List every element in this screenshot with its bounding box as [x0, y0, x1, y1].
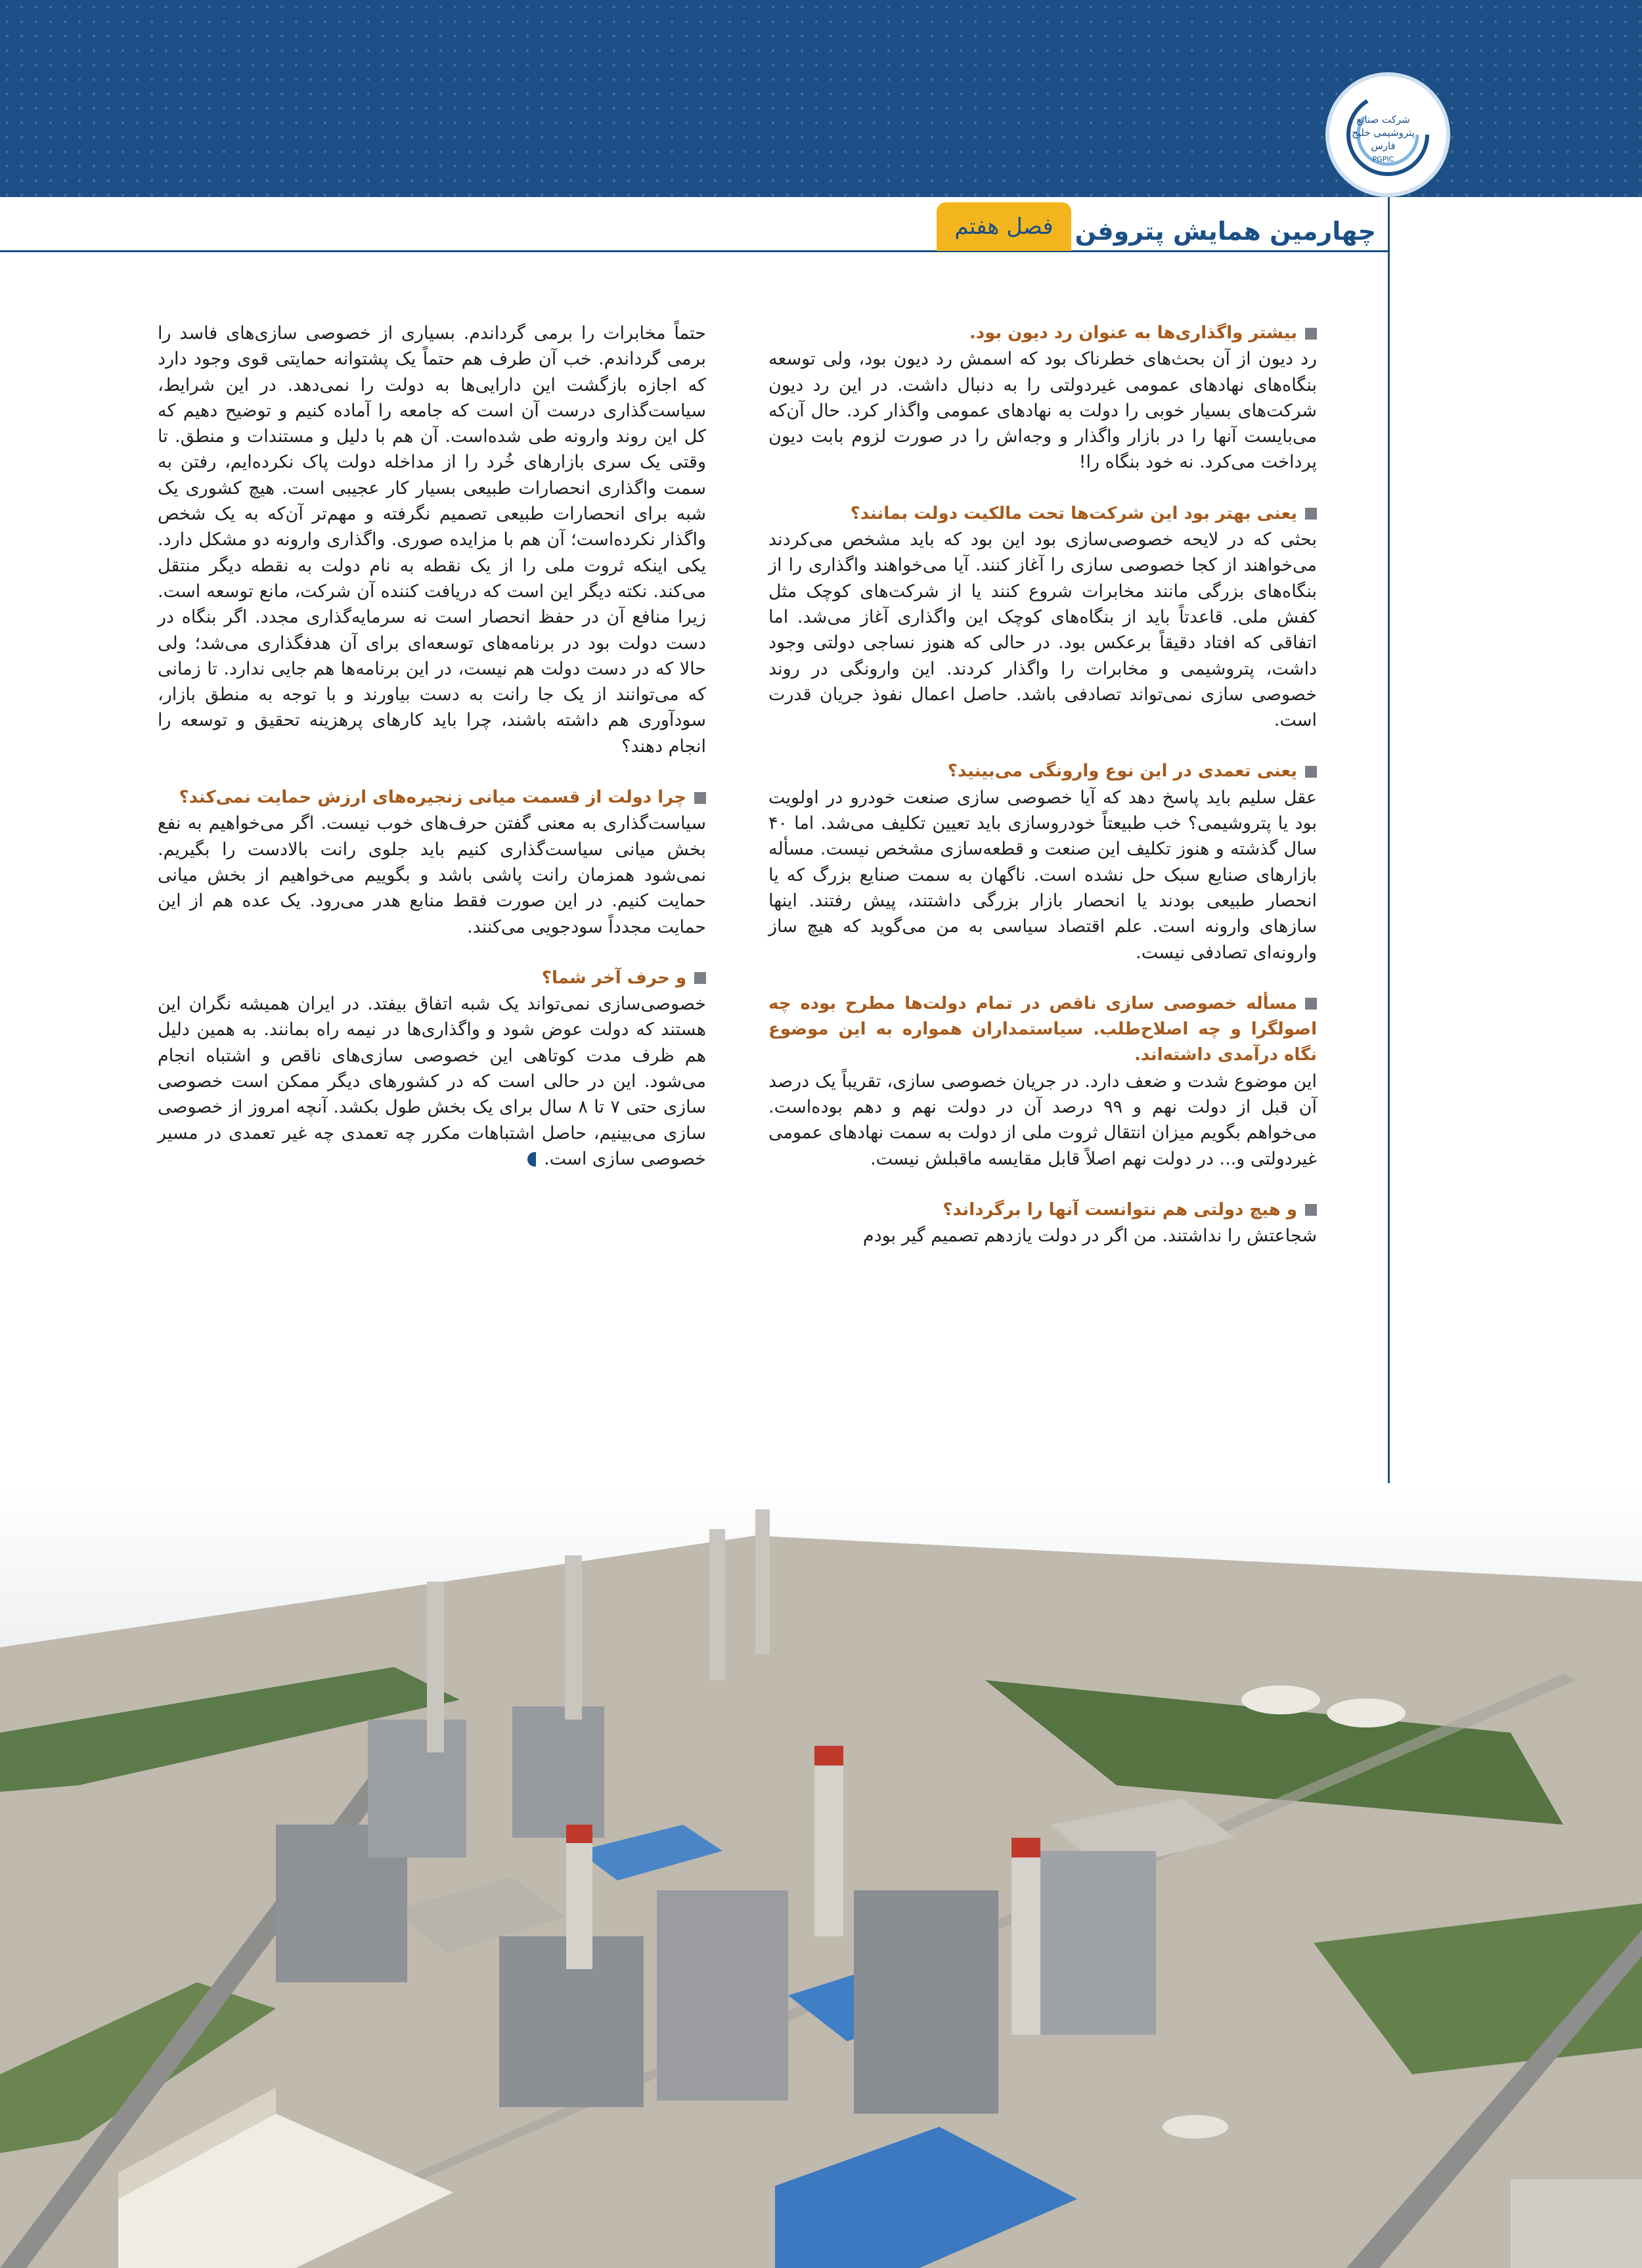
- question-3: یعنی تعمدی در این نوع وارونگی می‌بینید؟: [768, 759, 1317, 784]
- square-bullet-icon: [1305, 998, 1317, 1010]
- article-end-icon: [527, 1152, 536, 1167]
- answer-5: شجاعتش را نداشتند. من اگر در دولت یازدهم تصمیم گیر بودم: [862, 1226, 1317, 1247]
- answer-4: این موضوع شدت و ضعف دارد. در جریان خصوصی سازی، تقریباً یک درصد آن قبل از دولت نهم و ۹۹ درصد آن در دولت نهم و دهم بوده‌است. می‌خواهم بگویم میزان انتقال ثروت ملی از دولت به سمت نهادهای عمومی غیردولتی و... در دولت نهم اصلاً قابل مقایسه ماقبلش نیست.: [768, 1071, 1317, 1169]
- square-bullet-icon: [1305, 1204, 1317, 1216]
- answer-6: سیاست‌گذاری به معنی گفتن حرف‌های خوب نیست. اگر می‌خواهیم به نفع بخش میانی سیاست‌گذاری کنیم باید جلوی رانت بالادست را بگیریم. نمی‌شود همزمان رانت پاشی باشد و بگوییم می‌خواهیم از بخش میانی حمایت کنیم. در این صورت فقط منابع هدر می‌رود. یک عده هم از این حمایت مجدداً سودجویی می‌کنند.: [158, 813, 706, 937]
- question-5: و هیچ دولتی هم نتوانست آنها را برگرداند؟: [768, 1197, 1317, 1223]
- power-plant-photo: [0, 1483, 1642, 2268]
- answer-7: خصوصی‌سازی نمی‌تواند یک شبه اتفاق بیفتد. در ایران همیشه نگران این هستند که دولت عوض شود و واگذاری‌ها در نیمه راه بمانند. به همین دلیل هم ظرف مدت کوتاهی این خصوصی سازی‌های ناقص و اشتباه انجام می‌شود. این در حالی است که در کشورهای دیگر ممکن است خصوصی سازی حتی ۷ تا ۸ سال برای یک بخش طول بکشد. آنچه امروز از خصوصی سازی می‌بینیم، حاصل اشتباهات مکرر چه تعمدی چه غیر تعمدی در مسیر خصوصی سازی است.: [158, 994, 706, 1169]
- question-6: چرا دولت از قسمت میانی زنجیره‌های ارزش حمایت نمی‌کند؟: [158, 785, 706, 811]
- answer-1: رد دیون از آن بحث‌های خطرناک بود که اسمش رد دیون بود، ولی توسعه بنگاه‌های نهادهای عمومی غیردولتی را به دنبال داشت. در این رد دیون شرکت‌های بسیار خوبی را دولت به نهادهای عمومی واگذار کرد. حال آن‌که می‌بایست آنها را در بازار واگذار و وجه‌اش را در صورت لزوم بابت دیون پرداخت می‌کرد. نه خود بنگاه را!: [768, 349, 1317, 473]
- answer-5-continued: حتماً مخابرات را برمی گرداندم. بسیاری از خصوصی سازی‌های فاسد را برمی گرداندم. خب آن طرف هم حتماً یک پشتوانه حمایتی قوی وجود دارد که اجازه بازگشت این دارایی‌ها به دولت را نمی‌دهد. در این شرایط، سیاست‌گذاری درست آن است که جامعه را آماده کنیم و توضیح دهیم که کل این روند وارونه طی شده‌است. آن هم با دلیل و مستندات و منطق. تا وقتی یک سری بازارهای خُرد را از مداخله دولت پاک نکرده‌ایم، رفتن به سمت واگذاری انحصارات طبیعی بسیار کار عجیبی است. هیچ کشوری یک شبه برای انحصارات طبیعی تصمیم نگرفته و مهم‌تر آن‌که به یک شخص واگذار نکرده‌است؛ آن هم با مزایده صوری. واگذاری وارونه دو مشکل دارد. یکی اینکه ثروت ملی را از یک نقطه به نام دولت به نقطه دیگر منتقل می‌کند. نکته دیگر این است که دریافت کننده آن شرکت، مانع توسعه است. زیرا منافع آن در حفظ انحصار است نه سرمایه‌گذاری مجدد. اگر بنگاه در دست دولت بود در برنامه‌های توسعه‌ای برای آن هدفگذاری می‌شد؛ ولی حالا که در دست دولت هم نیست، در این برنامه‌ها هم جایی ندارد. تا زمانی که می‌توانند از یک جا رانت به دست بیاورند و با توجه به منطق بازار، سودآوری هم داشته باشند، چرا باید کارهای پرهزینه تحقیق و توسعه را انجام دهند؟: [158, 323, 706, 757]
- square-bullet-icon: [1305, 508, 1317, 520]
- question-4: مسأله خصوصی سازی ناقص در تمام دولت‌ها مطرح بوده چه اصولگرا و چه اصلاح‌طلب. سیاستمداران همواره به این موضوع نگاه درآمدی داشته‌اند.: [768, 993, 1317, 1065]
- square-bullet-icon: [1305, 766, 1317, 778]
- square-bullet-icon: [694, 792, 706, 804]
- margin-rule: [1388, 197, 1390, 1498]
- question-2: یعنی بهتر بود این شرکت‌ها تحت مالکیت دولت بمانند؟: [768, 501, 1317, 527]
- answer-3: عقل سلیم باید پاسخ دهد که آیا خصوصی سازی صنعت خودرو در اولویت بود یا پتروشیمی؟ خب طبیعتاً خودروسازی باید تعیین تکلیف می‌شد. اما ۴۰ سال گذشته و هنوز تکلیف این صنعت و قطعه‌سازی مشخص نیست. مسأله بازارهای صنایع سبک حل نشده است. ناگهان به سمت صنایع بزرگ که یا انحصار طبیعی بودند یا انحصار بازار بزرگی داشتند، پیش رفتند. اینها سازهای وارونه است. علم اقتصاد سیاسی به من می‌گوید که هیچ ساز وارونه‌ای تصادفی نیست.: [768, 787, 1317, 963]
- question-1: بیشتر واگذاری‌ها به عنوان رد دیون بود.: [768, 321, 1317, 346]
- series-title: چهارمین همایش پتروفن: [1075, 217, 1376, 246]
- article-column-left: [158, 321, 706, 1197]
- square-bullet-icon: [1305, 328, 1317, 340]
- question-7: و حرف آخر شما؟: [158, 966, 706, 991]
- chapter-tab: فصل هفتم: [937, 202, 1071, 251]
- square-bullet-icon: [694, 972, 706, 984]
- logo-name: شرکت صنایع پتروشیمی خلیج فارس: [1352, 114, 1415, 152]
- article-column-right: [768, 321, 1317, 1275]
- logo-latin: PGPIC: [1372, 155, 1394, 164]
- answer-2: بحثی که در لایحه خصوصی‌سازی بود این بود که باید مشخص می‌کردند می‌خواهند از کجا خصوصی سازی را آغاز کنند. آیا می‌خواهند واگذاری را از بنگاه‌های بزرگی مانند مخابرات شروع کنند یا از شرکت‌های کوچک مثل کفش ملی. قاعدتاً باید از بنگاه‌های کوچک این واگذاری آغاز می‌شد. اما اتفاقی که افتاد دقیقاً برعکس بود. در حالی که هنوز نساجی دولتی وجود داشت، پتروشیمی و مخابرات را واگذار کردند. این وارونگی در روند خصوصی سازی نمی‌تواند تصادفی باشد. حاصل اعمال نفوذ جریان قدرت است.: [768, 529, 1317, 731]
